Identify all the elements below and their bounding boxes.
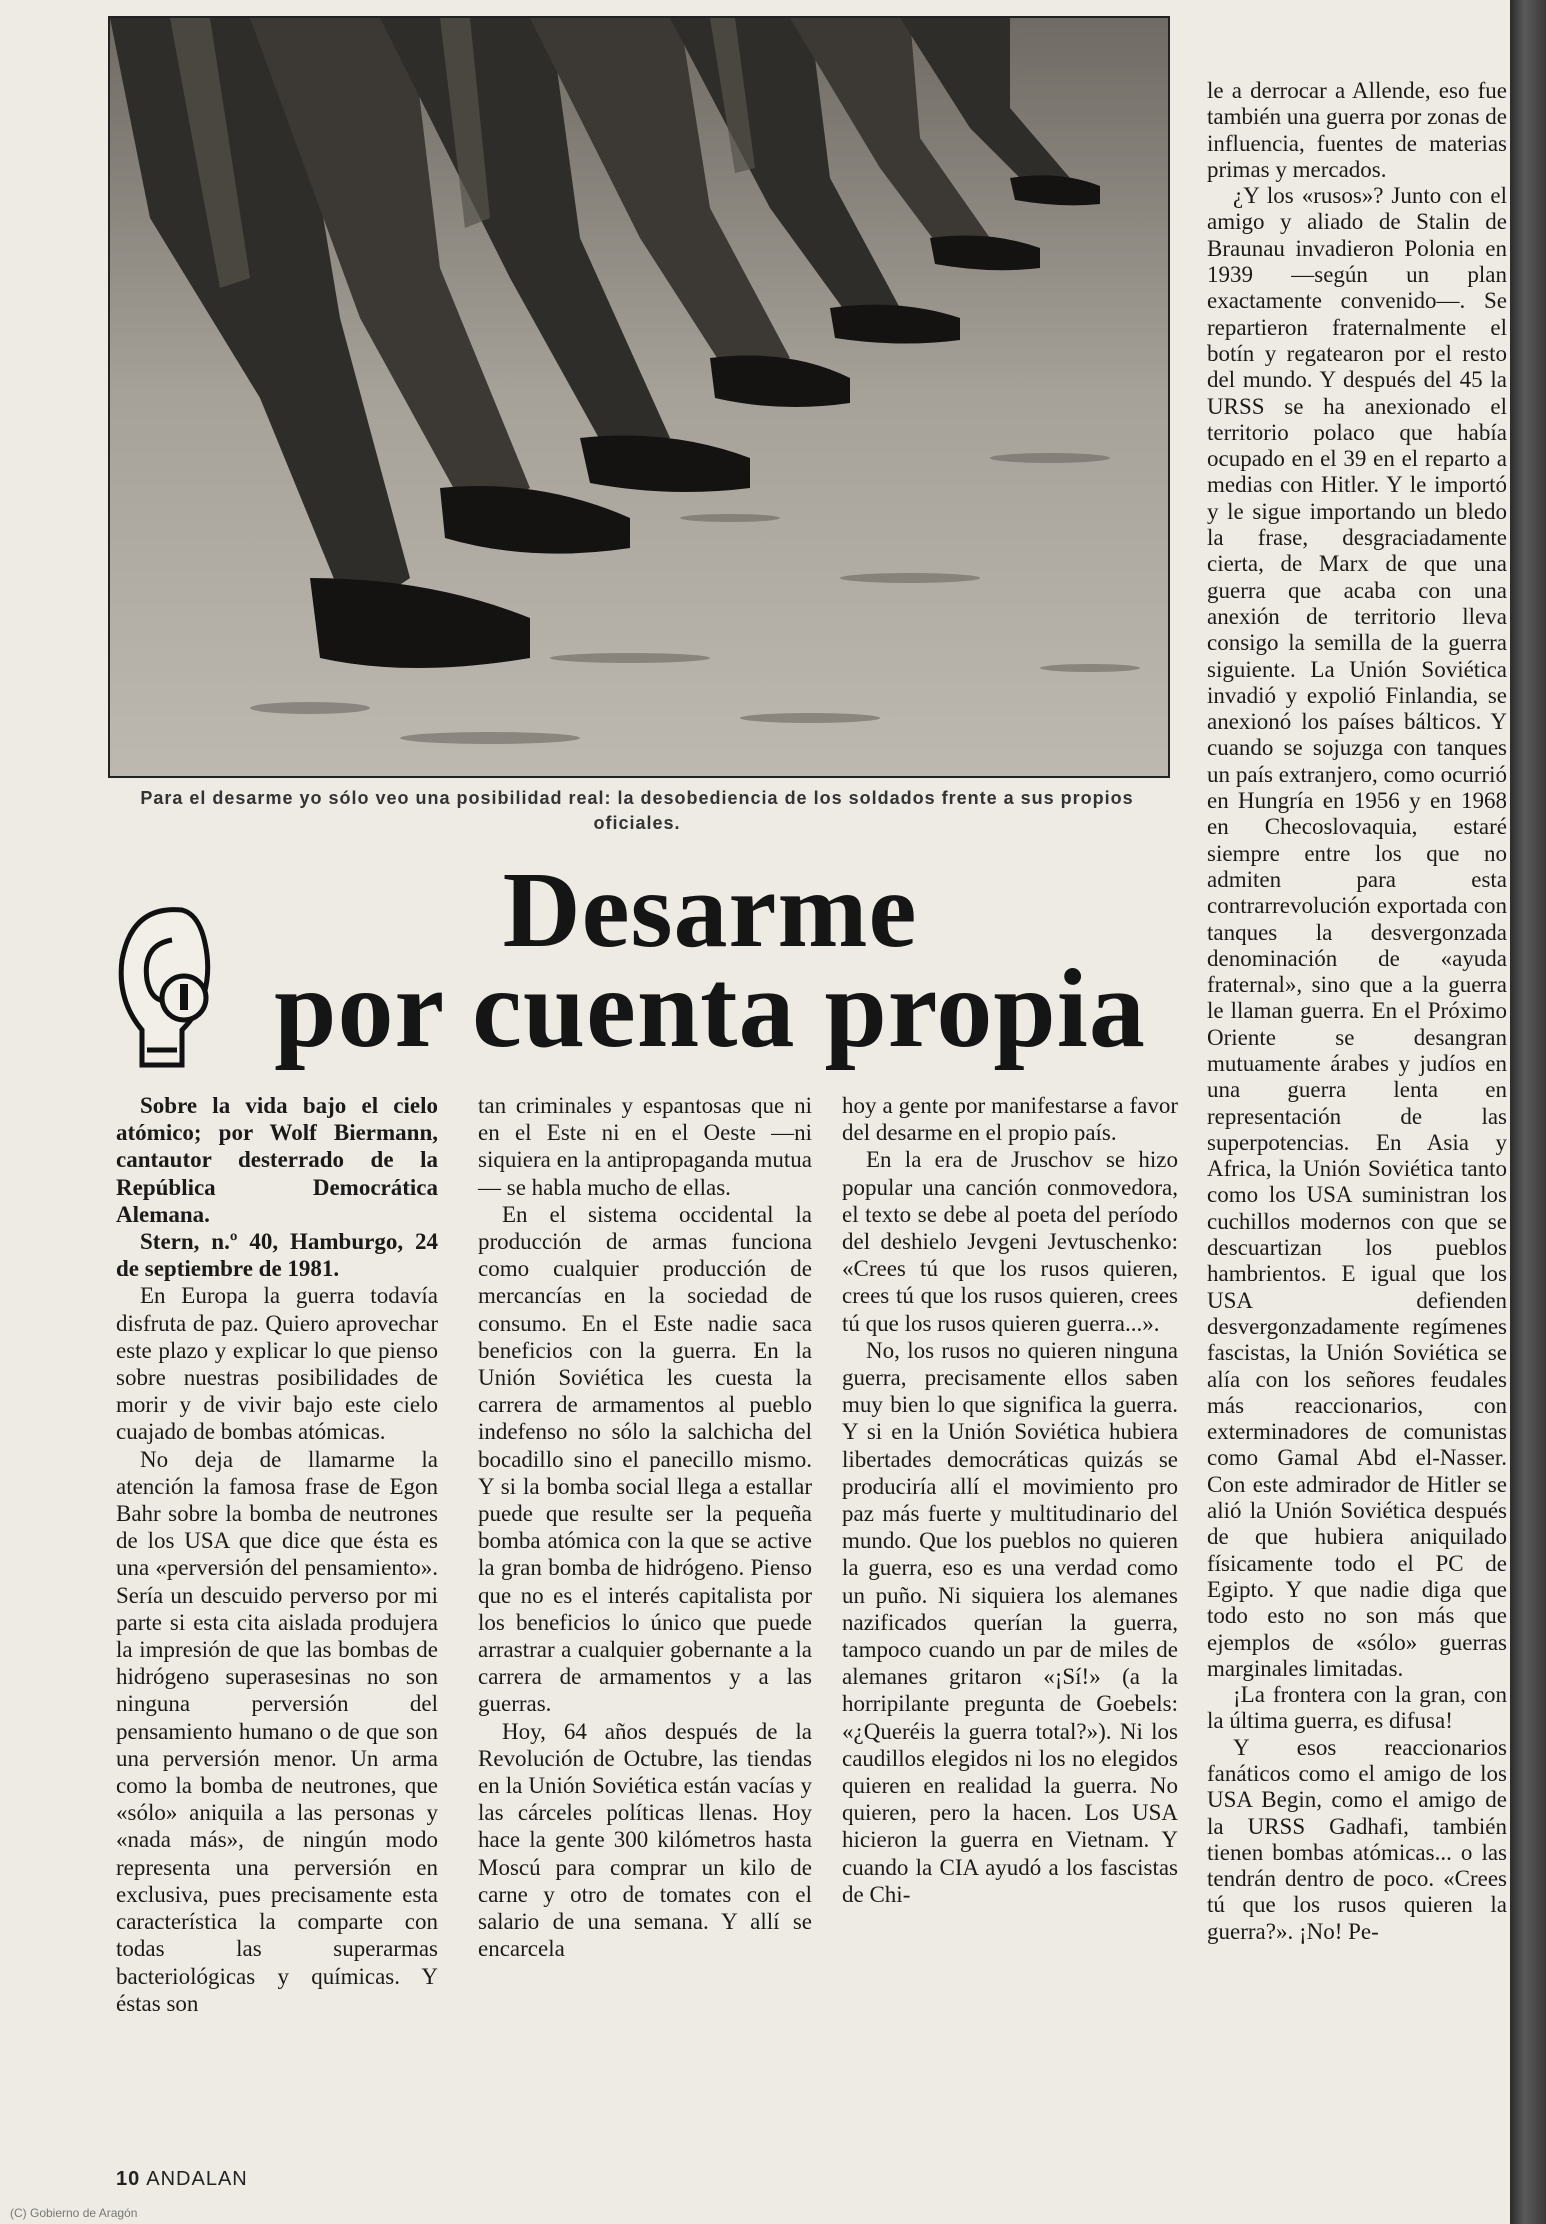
paragraph: le a derrocar a Allende, eso fue también una guerra por zonas de influencia, fuentes de materias primas y mercados. — [1207, 78, 1507, 182]
paragraph: No deja de llamarme la atención la famosa frase de Egon Bahr sobre la bomba de neutrones de los USA que dice que ésta es una «perversión del pensamiento». Sería un descuido perverso por mi parte si esta cita aislada produjera la impresión de que las bombas de hidrógeno superasesinas no son ninguna perversión del pensamiento humano o de que son una perversión menor. Un arma como la bomba de neutrones, que «sólo» aniquila a las personas y «nada más», de ningún modo representa una perversión en exclusiva, pues precisamente esta característica la comparte con todas las superarmas bacteriológicas y químicas. Y éstas son — [116, 1446, 438, 2016]
page-number: 10 — [116, 2168, 141, 2190]
article-source: Stern, n.º 40, Hamburgo, 24 de septiembre de 1981. — [116, 1229, 438, 1282]
paragraph: No, los rusos no quieren ninguna guerra, precisamente ellos saben muy bien lo que significa la guerra. Y si en la Unión Soviética hubiera libertades democráticas quizás se produciría allí el movimiento pro paz más fuerte y multitudinario del mundo. Que los pueblos no quieren la guerra, eso es una verdad como un puño. Ni siquiera los alemanes nazificados querían la guerra, tampoco cuando un par de miles de alemanes gritaron «¡Sí!» (a la horripilante pregunta de Goebels: «¿Queréis la guerra total?»). Ni los caudillos elegidos ni los no elegidos quieren en realidad la guerra. No quieren, pero la hacen. Los USA hicieron la guerra en Vietnam. Y cuando la CIA ayudó a los fascistas de Chi- — [842, 1337, 1178, 1907]
paragraph: En la era de Jruschov se hizo popular una canción conmovedora, el texto se debe al poeta del período del deshielo Jevgeni Jevtuschenko: «Crees tú que los rusos quieren, crees tú que los rusos quieren, crees tú que los rusos quieren guerra...». — [842, 1147, 1178, 1336]
article-title — [250, 851, 1170, 1071]
column-3 — [842, 1092, 1178, 1908]
article-intro: Sobre la vida bajo el cielo atómico; por Wolf Biermann, cantautor desterrado de la República Democrática Alemana. — [116, 1093, 438, 1227]
paragraph: ¡La frontera con la gran, con la última guerra, es difusa! — [1207, 1682, 1507, 1734]
paragraph: En el sistema occidental la producción de armas funciona como cualquier producción de mercancías en la sociedad de consumo. En el Este nadie saca beneficios con la guerra. En la Unión Soviética les cuesta la carrera de armamentos al pueblo indefenso no sólo la salchicha del bocadillo sino el panecillo mismo. Y si la bomba social llega a estallar puede que resulte ser la pequeña bomba atómica con la que se active la gran bomba de hidrógeno. Pienso que no es el interés capitalista por los beneficios lo único que puede arrastrar a cualquier gobernante a la carrera de armamentos y a las guerras. — [478, 1201, 812, 1717]
paragraph: ¿Y los «rusos»? Junto con el amigo y aliado de Stalin de Braunau invadieron Polonia en 1939 —según un plan exactamente convenido—. Se repartieron fraternalmente el botín y regatearon por el resto del mundo. Y después del 45 la URSS se ha anexionado el territorio polaco que había ocupado en el 39 en el reparto a medias con Hitler. Y le importó y le sigue importando un bledo la frase, desgraciadamente cierta, de Marx de que una guerra que acaba con una anexión de territorio lleva consigo la semilla de la guerra siguiente. La Unión Soviética invadió y expolió Finlandia, se anexionó los países bálticos. Y cuando se sojuzga con tanques un país extranjero, como ocurrió en Hungría en 1956 y en 1968 en Checoslovaquia, estaré siempre entre los que no admiten para esta contrarrevolución exportada con tanques la desvergonzada denominación de «ayuda fraternal», sino que a la guerra le llaman guerra. En el Próximo Oriente se desangran mutuamente árabes y judíos en una guerra lenta en representación de las superpotencias. En Asia y Africa, la Unión Soviética tanto como los USA suministran los cuchillos modernos con que se descuartizan los pueblos hambrientos. E igual que los USA defienden desvergonzadamente regímenes fascistas, la Unión Soviética se alía con los señores feudales más reaccionarios, con exterminadores de comunistas como Gamal Abd el-Nasser. Con este admirador de Hitler se alió la Unión Soviética después de que hubiera aniquilado físicamente todo el PC de Egipto. Y que nadie diga que todo esto no son más que ejemplos de «sólo» guerras marginales limitadas. — [1207, 183, 1507, 1681]
column-1 — [116, 1092, 438, 2017]
publication-name: ANDALAN — [146, 2168, 248, 2190]
paragraph: Y esos reaccionarios fanáticos como el amigo de los USA Begin, como el amigo de la URSS Gadhafi, también tienen bombas atómicas... o las tendrán dentro de poco. «Crees tú que los rusos quieren la guerra?». ¡No! Pe- — [1207, 1734, 1507, 1944]
scan-edge — [1510, 0, 1546, 2224]
ear-logo-icon — [112, 900, 222, 1070]
column-2 — [478, 1092, 812, 1963]
paragraph: En Europa la guerra todavía disfruta de paz. Quiero aprovechar este plazo y explicar lo que pienso sobre nuestras posibilidades de morir y de vivir bajo este cielo cuajado de bombas atómicas. — [116, 1283, 438, 1445]
photo-caption: Para el desarme yo sólo veo una posibilidad real: la desobediencia de los soldados frente a sus propios oficiales. — [140, 788, 1134, 833]
column-4 — [1207, 78, 1507, 1945]
copyright-watermark: (C) Gobierno de Aragón — [10, 2206, 138, 2220]
title-line-2: por cuenta propia — [274, 947, 1146, 1071]
paragraph: hoy a gente por manifestarse a favor del desarme en el propio país. — [842, 1093, 1178, 1146]
page-footer — [116, 2168, 248, 2191]
title-line-1: Desarme — [502, 851, 918, 970]
soldiers-marching-photo — [108, 16, 1170, 778]
paragraph: tan criminales y espantosas que ni en el Este ni en el Oeste —ni siquiera en la antipropaganda mutua— se habla mucho de ellas. — [478, 1093, 812, 1200]
paragraph: Hoy, 64 años después de la Revolución de Octubre, las tiendas en la Unión Soviética están vacías y las cárceles políticas llenas. Hoy hace la gente 300 kilómetros hasta Moscú para comprar un kilo de carne y otro de tomates con el salario de una semana. Y allí se encarcela — [478, 1718, 812, 1962]
